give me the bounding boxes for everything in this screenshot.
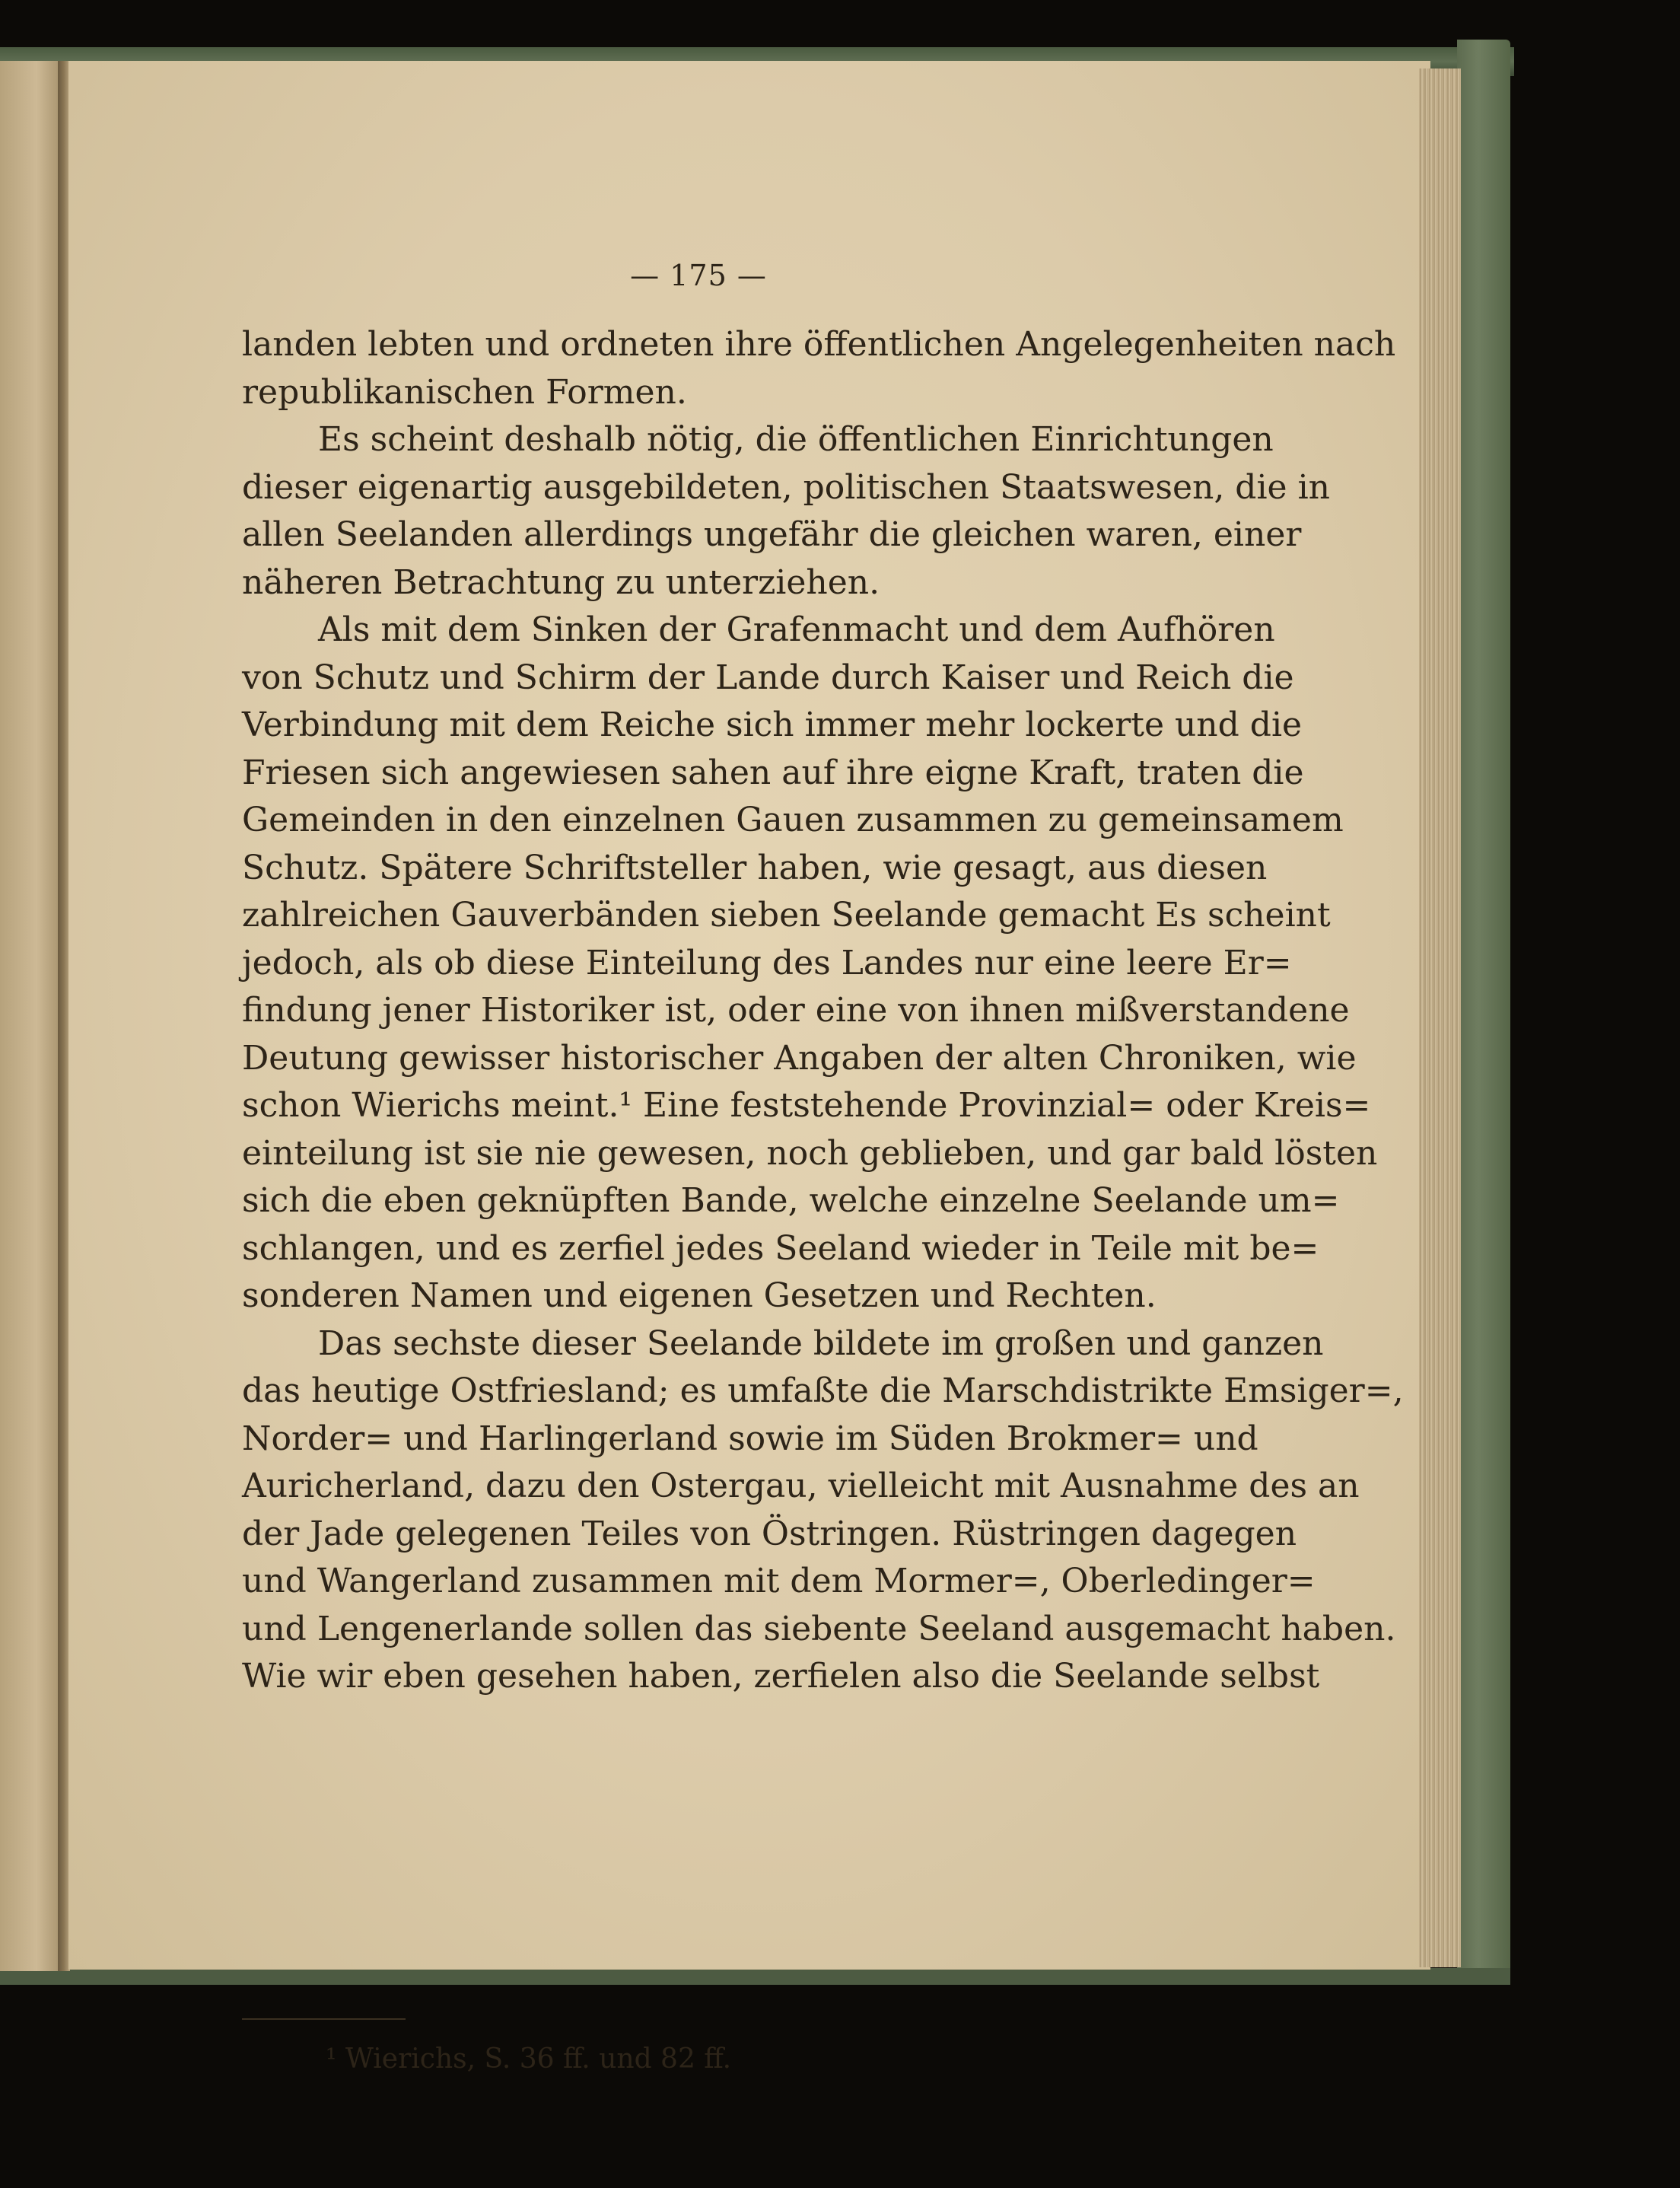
text-line: Es scheint deshalb nötig, die öffentlichen Einrichtungen [318,420,1274,459]
book-cover-bottom [0,1968,1510,1985]
text-line: und Lengenerlande sollen das siebente Seeland ausgemacht haben. [242,1609,1396,1648]
text-line: Gemeinden in den einzelnen Gauen zusammen zu gemeinsamem [242,801,1344,839]
text-line: sich die eben geknüpften Bande, welche einzelne Seelande um= [242,1181,1340,1220]
text-line: Als mit dem Sinken der Grafenmacht und dem Aufhören [318,610,1275,649]
left-page-edge [0,61,61,1971]
page-stack-edges [1419,68,1461,1967]
text-line: schlangen, und es zerfiel jedes Seeland wieder in Teile mit be= [242,1228,1319,1268]
text-line: findung jener Historiker ist, oder eine von ihnen mißverstandene [242,991,1350,1030]
text-line: Verbindung mit dem Reiche sich immer mehr lockerte und die [242,705,1303,744]
text-line: näheren Betrachtung zu unterziehen. [242,562,880,602]
text-line: und Wangerland zusammen mit dem Mormer=, Oberledinger= [242,1562,1316,1600]
text-line: sonderen Namen und eigenen Gesetzen und Rechten. [242,1276,1157,1315]
body-text [242,321,1404,1701]
text-line: das heutige Ostfriesland; es umfaßte die Marschdistrikte Emsiger=, [242,1371,1404,1410]
text-line: Wie wir eben gesehen haben, zerfielen also die Seelande selbst [242,1657,1320,1696]
text-line: Schutz. Spätere Schriftsteller haben, wie gesagt, aus diesen [242,848,1268,887]
footnote-rule [242,2018,406,2020]
text-line: zahlreichen Gauverbänden sieben Seelande gemacht Es scheint [242,896,1331,935]
book-cover-right [1457,40,1510,1984]
text-line: einteilung ist sie nie gewesen, noch geblieben, und gar bald lösten [242,1133,1378,1173]
footnote: ¹ Wierichs, S. 36 ff. und 82 ff. [326,2043,732,2075]
text-line: von Schutz und Schirm der Lande durch Kaiser und Reich die [242,658,1294,697]
text-line: schon Wierichs meint.¹ Eine feststehende Provinzial= oder Kreis= [242,1086,1371,1125]
text-line: Auricherland, dazu den Ostergau, vielleicht mit Ausnahme des an [242,1467,1360,1505]
text-line: allen Seelanden allerdings ungefähr die gleichen waren, einer [242,515,1302,554]
text-line: Friesen sich angewiesen sahen auf ihre eigne Kraft, traten die [242,753,1304,792]
page-number: — 175 — [630,259,767,292]
text-line: der Jade gelegenen Teiles von Östringen. Rüstringen dagegen [242,1514,1297,1553]
text-line: dieser eigenartig ausgebildeten, politischen Staatswesen, die in [242,467,1330,507]
text-line: landen lebten und ordneten ihre öffentlichen Angelegenheiten nach [242,325,1396,364]
text-line: Norder= und Harlingerland sowie im Süden Brokmer= und [242,1419,1258,1458]
text-line: jedoch, als ob diese Einteilung des Landes nur eine leere Er= [242,943,1292,983]
text-line: Das sechste dieser Seelande bildete im großen und ganzen [318,1323,1324,1363]
text-line: Deutung gewisser historischer Angaben der alten Chroniken, wie [242,1038,1357,1078]
text-line: republikanischen Formen. [242,372,687,412]
